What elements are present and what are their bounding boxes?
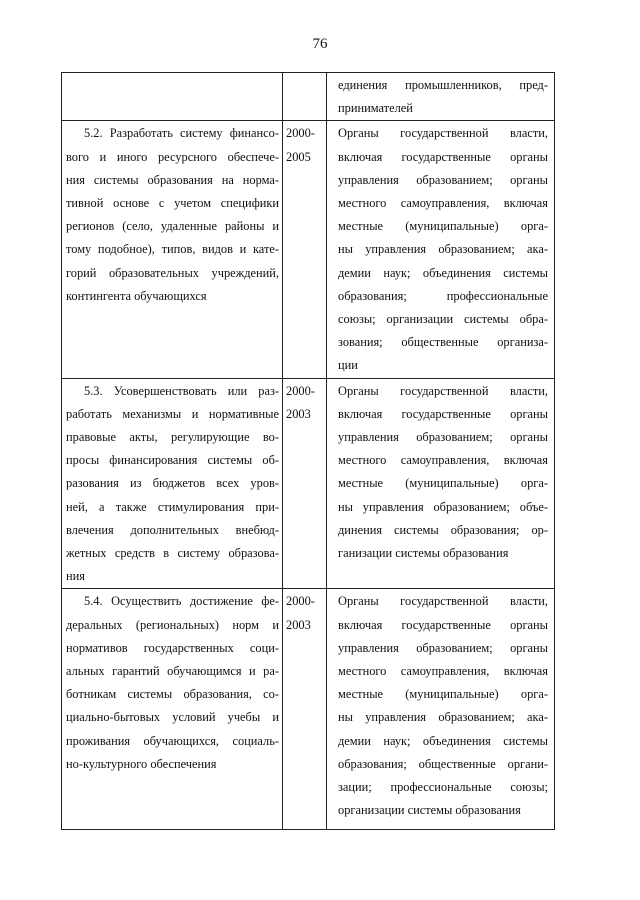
- executors-line: зации; профессиональные союзы;: [338, 780, 548, 795]
- task-line: правовые акты, регулирующие во-: [66, 430, 279, 445]
- task-line: контингента обучающихся: [66, 288, 207, 303]
- page-number: 76: [312, 36, 328, 52]
- executors-line: местные (муниципальные) орга-: [338, 687, 548, 702]
- period-line: 2000-: [286, 383, 315, 398]
- task-line: разования из бюджетов всех уров-: [66, 476, 279, 491]
- task-line: деральных (региональных) норм и: [66, 617, 279, 632]
- executors-line: управления образованием; органы: [338, 430, 548, 445]
- task-line: горий образовательных учреждений,: [66, 265, 279, 280]
- executors-line: включая государственные органы: [338, 149, 548, 164]
- measures-table-body: [62, 73, 555, 830]
- executors-line: демии наук; объединения системы: [338, 733, 548, 748]
- executors-line: образования; общественные органи-: [338, 756, 548, 771]
- executors-line: местного самоуправления, включая: [338, 453, 548, 468]
- task-line: регионов (село, удаленные районы и: [66, 219, 279, 234]
- executors-line: ны управления образованием; объе-: [338, 499, 548, 514]
- task-line: влечения дополнительных внебюд-: [66, 522, 279, 537]
- task-cell: [62, 121, 283, 378]
- executors-cell: [327, 121, 555, 378]
- task-line: нормативов государственных соци-: [66, 640, 279, 655]
- executors-line: ны управления образованием; ака-: [338, 710, 548, 725]
- task-line: жетных средств в систему образова-: [66, 546, 279, 561]
- task-line: проживания обучающихся, социаль-: [66, 733, 279, 748]
- task-line: альных гарантий обучающимся и ра-: [66, 664, 279, 679]
- executors-line: демии наук; объединения системы: [338, 265, 548, 280]
- task-line: 5.2. Разработать систему финансо-: [84, 126, 279, 141]
- period-line: 2005: [286, 149, 311, 164]
- task-line: ней, а также стимулирования при-: [66, 499, 279, 514]
- table-row: [62, 73, 555, 121]
- table-row: [62, 121, 555, 378]
- executors-line: ции: [338, 358, 358, 373]
- task-line: 5.4. Осуществить достижение фе-: [84, 594, 279, 609]
- task-line: тому подобное), типов, видов и кате-: [66, 242, 279, 257]
- executors-line: местные (муниципальные) орга-: [338, 476, 548, 491]
- executors-line: ны управления образованием; ака-: [338, 242, 548, 257]
- task-line: ботникам системы образования, со-: [66, 687, 279, 702]
- period-cell: [283, 121, 327, 378]
- period-line: 2000-: [286, 126, 315, 141]
- executors-line: Органы государственной власти,: [338, 594, 548, 609]
- executors-line: принимателей: [338, 101, 413, 116]
- task-line: ния системы образования на норма-: [66, 172, 279, 187]
- executors-line: местного самоуправления, включая: [338, 196, 548, 211]
- task-line: 5.3. Усовершенствовать или раз-: [84, 383, 279, 398]
- executors-cell: [327, 378, 555, 589]
- task-cell: [62, 73, 283, 121]
- executors-line: управления образованием; органы: [338, 172, 548, 187]
- executors-line: Органы государственной власти,: [338, 383, 548, 398]
- task-line: работать механизмы и нормативные: [66, 406, 279, 421]
- period-line: 2000-: [286, 594, 315, 609]
- executors-line: зования; общественные организа-: [338, 335, 548, 350]
- period-line: 2003: [286, 406, 311, 421]
- period-cell: [283, 378, 327, 589]
- executors-line: организации системы образования: [338, 803, 521, 818]
- task-line: просы финансирования системы об-: [66, 453, 279, 468]
- measures-table: [61, 72, 555, 830]
- executors-line: местные (муниципальные) орга-: [338, 219, 548, 234]
- task-line: тивной основе с учетом специфики: [66, 196, 279, 211]
- period-cell: [283, 73, 327, 121]
- executors-line: единения промышленников, пред-: [338, 78, 548, 92]
- executors-line: ганизации системы образования: [338, 546, 509, 561]
- task-cell: [62, 378, 283, 589]
- task-line: но-культурного обеспечения: [66, 756, 217, 771]
- executors-cell: [327, 589, 555, 830]
- task-line: ния: [66, 569, 85, 584]
- executors-line: союзы; организации системы обра-: [338, 312, 548, 327]
- task-cell: [62, 589, 283, 830]
- period-line: 2003: [286, 617, 311, 632]
- executors-line: включая государственные органы: [338, 406, 548, 421]
- executors-line: включая государственные органы: [338, 617, 548, 632]
- task-line: вого и иного ресурсного обеспече-: [66, 149, 279, 164]
- executors-line: Органы государственной власти,: [338, 126, 548, 141]
- executors-cell: [327, 73, 555, 121]
- executors-line: управления образованием; органы: [338, 640, 548, 655]
- task-line: циально-бытовых условий учебы и: [66, 710, 279, 725]
- table-row: [62, 589, 555, 830]
- executors-line: местного самоуправления, включая: [338, 664, 548, 679]
- executors-line: динения системы образования; ор-: [338, 522, 548, 537]
- executors-line: образования; профессиональные: [338, 288, 548, 303]
- period-cell: [283, 589, 327, 830]
- table-row: [62, 378, 555, 589]
